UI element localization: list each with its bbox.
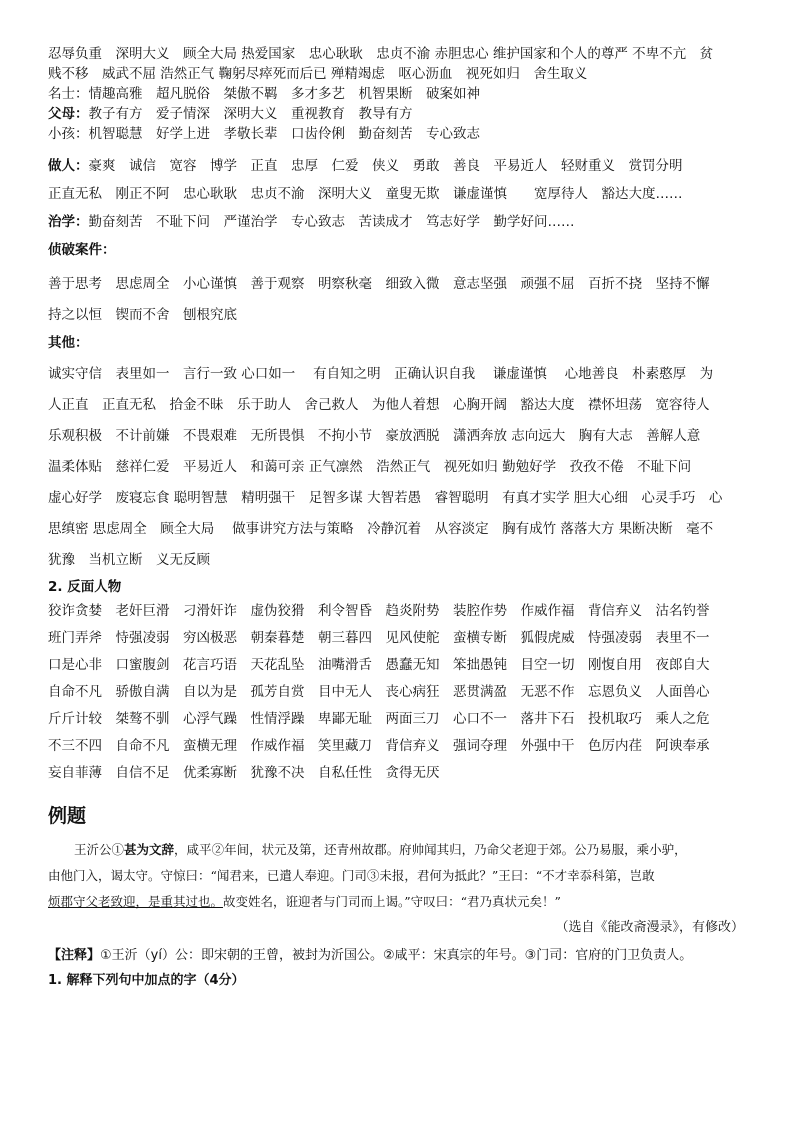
- other-line: 思缜密 思虑周全 顾全大局 做事讲究方法与策略 冷静沉着 从容淡定 胸有成竹 落落大方 果断决断 毫不: [48, 521, 714, 537]
- child-line: 小孩：机智聪慧 好学上进 孝敬长辈 口齿伶俐 勤奋刻苦 专心致志: [48, 126, 480, 142]
- trait-line: 贱不移 威武不屈 浩然正气 鞠躬尽瘁死而后已 殚精竭虑 呕心沥血 视死如归 舍生取义: [48, 66, 588, 82]
- celebrity-label: 名士：: [48, 86, 89, 102]
- negative-heading: 2. 反面人物: [48, 579, 122, 595]
- person-line: 正直无私 刚正不阿 忠心耿耿 忠贞不渝 深明大义 童叟无欺 谦虚谨慎 宽厚待人 豁达大度……: [48, 186, 683, 202]
- classical-passage: [48, 837, 748, 915]
- negative-line: 斤斤计较 桀骜不驯 心浮气躁 性情浮躁 卑鄙无耻 两面三刀 心口不一 落井下石 投机取巧 乘人之危: [48, 711, 710, 727]
- case-line: 善于思考 思虑周全 小心谨慎 善于观察 明察秋毫 细致入微 意志坚强 顽强不屈 百折不挠 坚持不懈: [48, 276, 710, 292]
- other-line: 诚实守信 表里如一 言行一致 心口如一 有自知之明 正确认识自我 谦虚谨慎 心地善良 朴素憨厚 为: [48, 366, 714, 382]
- passage-line: 由他门入，谒太守。守惊曰：“闻君来，已遣人奉迎。门司③未报，君何为抵此？”王曰：“不才幸忝科第，岂敢: [48, 868, 655, 883]
- study-label: 治学：: [48, 214, 89, 230]
- parents-label: 父母：: [48, 106, 89, 122]
- negative-line: 口是心非 口蜜腹剑 花言巧语 天花乱坠 油嘴滑舌 愚蠢无知 笨拙愚钝 目空一切 刚愎自用 夜郎自大: [48, 657, 710, 673]
- source-citation: （选自《能改斋漫录》，有修改）: [555, 920, 744, 935]
- negative-line: 班门弄斧 恃强凌弱 穷凶极恶 朝秦暮楚 朝三暮四 见风使舵 蛮横专断 狐假虎威 恃强凌弱 表里不一: [48, 630, 710, 646]
- passage-line: 烦郡守父老致迎，是重其过也。故变姓名，诳迎者与门司而上谒。”守叹曰：“君乃真状元矣！”: [48, 894, 561, 909]
- document-page: [48, 44, 748, 993]
- negative-line: 妄自菲薄 自信不足 优柔寡断 犹豫不决 自私任性 贪得无厌: [48, 765, 440, 781]
- other-label: 其他：: [48, 335, 89, 351]
- negative-line: 狡诈贪婪 老奸巨滑 刁滑奸诈 虚伪狡猾 利令智昏 趋炎附势 装腔作势 作威作福 背信弃义 沽名钓誉: [48, 603, 710, 619]
- study-line: 治学：勤奋刻苦 不耻下问 严谨治学 专心致志 苦读成才 笃志好学 勤学好问……: [48, 214, 575, 230]
- other-line: 温柔体贴 慈祥仁爱 平易近人 和蔼可亲 正气凛然 浩然正气 视死如归 勤勉好学 孜孜不倦 不耻下问: [48, 459, 692, 475]
- celebrity-line: 名士：情趣高雅 超凡脱俗 桀傲不羁 多才多艺 机智果断 破案如神: [48, 86, 480, 102]
- person-line: 做人：豪爽 诚信 宽容 博学 正直 忠厚 仁爱 侠义 勇敢 善良 平易近人 轻财重义 赏罚分明: [48, 158, 683, 174]
- question-1: 1. 解释下列句中加点的字（4分）: [48, 973, 245, 988]
- underlined-sentence: 烦郡守父老致迎，是重其过也。: [48, 894, 224, 909]
- negative-line: 自命不凡 骄傲自满 自以为是 孤芳自赏 目中无人 丧心病狂 恶贯满盈 无恶不作 忘恩负义 人面兽心: [48, 684, 710, 700]
- case-label: 侦破案件：: [48, 242, 116, 258]
- case-line: 持之以恒 锲而不舍 刨根究底: [48, 307, 237, 323]
- other-line: 虚心好学 废寝忘食 聪明智慧 精明强干 足智多谋 大智若愚 睿智聪明 有真才实学 胆大心细 心灵手巧 心: [48, 490, 723, 506]
- child-label: 小孩：: [48, 126, 89, 142]
- other-line: 人正直 正直无私 拾金不昧 乐于助人 舍己救人 为他人着想 心胸开阔 豁达大度 襟怀坦荡 宽容待人: [48, 397, 710, 413]
- annotation-label: 【注释】: [48, 948, 101, 963]
- parents-line: 父母：教子有方 爱子情深 深明大义 重视教育 教导有方: [48, 106, 413, 122]
- example-title: 例题: [48, 805, 87, 827]
- person-label: 做人：: [48, 158, 89, 174]
- other-line: 乐观积极 不计前嫌 不畏艰难 无所畏惧 不拘小节 豪放洒脱 潇洒奔放 志向远大 胸有大志 善解人意: [48, 428, 701, 444]
- trait-line: 忍辱负重 深明大义 顾全大局 热爱国家 忠心耿耿 忠贞不渝 赤胆忠心 维护国家和个人的尊严 不卑不亢 贫: [48, 46, 714, 62]
- passage-line: 王沂公①甚为文辞，咸平②年间，状元及第，还青州故郡。府帅闻其归，乃命父老迎于郊。公乃易服，乘小驴，: [74, 842, 687, 857]
- annotation: 【注释】①王沂（yí）公：即宋朝的王曾，被封为沂国公。②咸平：宋真宗的年号。③门司：官府的门卫负责人。: [48, 948, 693, 963]
- negative-line: 不三不四 自命不凡 蛮横无理 作威作福 笑里藏刀 背信弃义 强词夺理 外强中干 色厉内荏 阿谀奉承: [48, 738, 710, 754]
- other-line: 犹豫 当机立断 义无反顾: [48, 552, 210, 568]
